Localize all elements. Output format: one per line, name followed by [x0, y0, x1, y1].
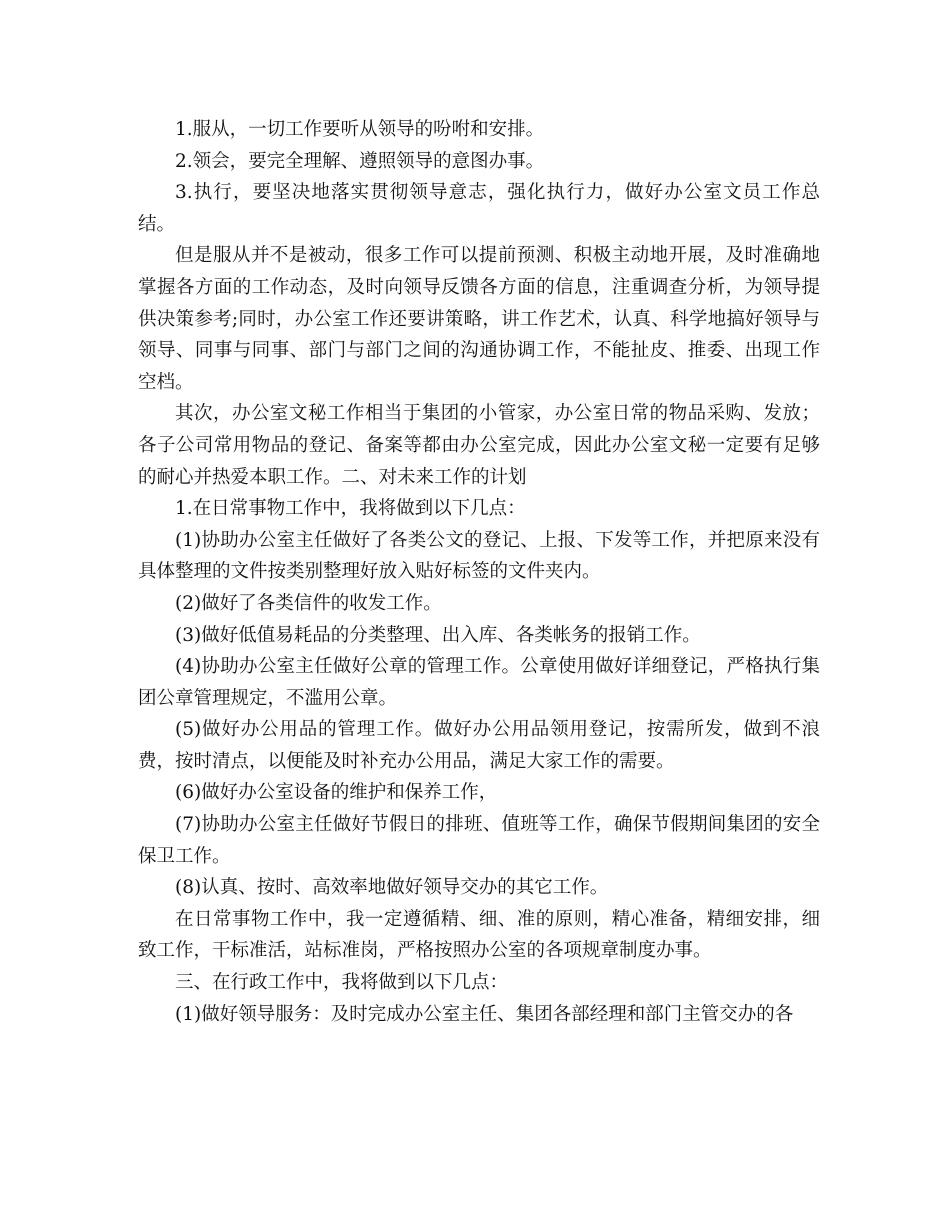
paragraph-14: (8)认真、按时、高效率地做好领导交办的其它工作。: [175, 877, 609, 899]
paragraph-2: 2.领会，要完全理解、遵照领导的意图办事。: [175, 150, 545, 172]
paragraph-15: 在日常事物工作中，我一定遵循精、细、准的原则，精心准备，精细安排，细致工作，干标准活，站标准岗，严格按照办公室的各项规章制度办事。: [138, 908, 820, 962]
paragraph-13: (7)协助办公室主任做好节假日的排班、值班等工作，确保节假期间集团的安全保卫工作。: [138, 814, 820, 867]
paragraph-9: (3)做好低值易耗品的分类整理、出入库、各类帐务的报销工作。: [175, 624, 701, 646]
paragraph-10: (4)协助办公室主任做好公章的管理工作。公章使用做好详细登记，严格执行集团公章管理规定，不滥用公章。: [138, 656, 820, 709]
paragraph-1: 1.服从，一切工作要听从领导的吩咐和安排。: [175, 119, 545, 140]
paragraph-16: 三、在行政工作中，我将做到以下几点：: [175, 972, 509, 994]
paragraph-5: 其次，办公室文秘工作相当于集团的小管家，办公室日常的物品采购、发放；各子公司常用物品的登记、备案等都由办公室完成，因此办公室文秘一定要有足够的耐心并热爱本职工作。二、对未来工作的计划: [138, 403, 820, 488]
paragraph-3: 3.执行，要坚决地落实贯彻领导意志，强化执行力，做好办公室文员工作总结。: [138, 182, 820, 235]
paragraph-11: (5)做好办公用品的管理工作。做好办公用品领用登记，按需所发，做到不浪费，按时清点，以便能及时补充办公用品，满足大家工作的需要。: [138, 719, 820, 772]
paragraph-7: (1)协助办公室主任做好了各类公文的登记、上报、下发等工作，并把原来没有具体整理的文件按类别整理好放入贴好标签的文件夹内。: [138, 529, 820, 583]
paragraph-12: (6)做好办公室设备的维护和保养工作，: [175, 782, 498, 804]
paragraph-8: (2)做好了各类信件的收发工作。: [175, 592, 442, 614]
paragraph-6: 1.在日常事物工作中，我将做到以下几点：: [175, 498, 526, 520]
paragraph-17: (1)做好领导服务：及时完成办公室主任、集团各部经理和部门主管交办的各: [175, 1003, 794, 1025]
paragraph-4: 但是服从并不是被动，很多工作可以提前预测、积极主动地开展，及时准确地掌握各方面的工作动态，及时向领导反馈各方面的信息，注重调查分析，为领导提供决策参考;同时，办公室工作还要讲策略，讲工作艺术，认真、科学地搞好领导与领导、同事与同事、部门与部门之间的沟通协调工作，不能扯皮、推委、出现工作空档。: [138, 245, 820, 393]
document-body: [138, 114, 820, 1030]
